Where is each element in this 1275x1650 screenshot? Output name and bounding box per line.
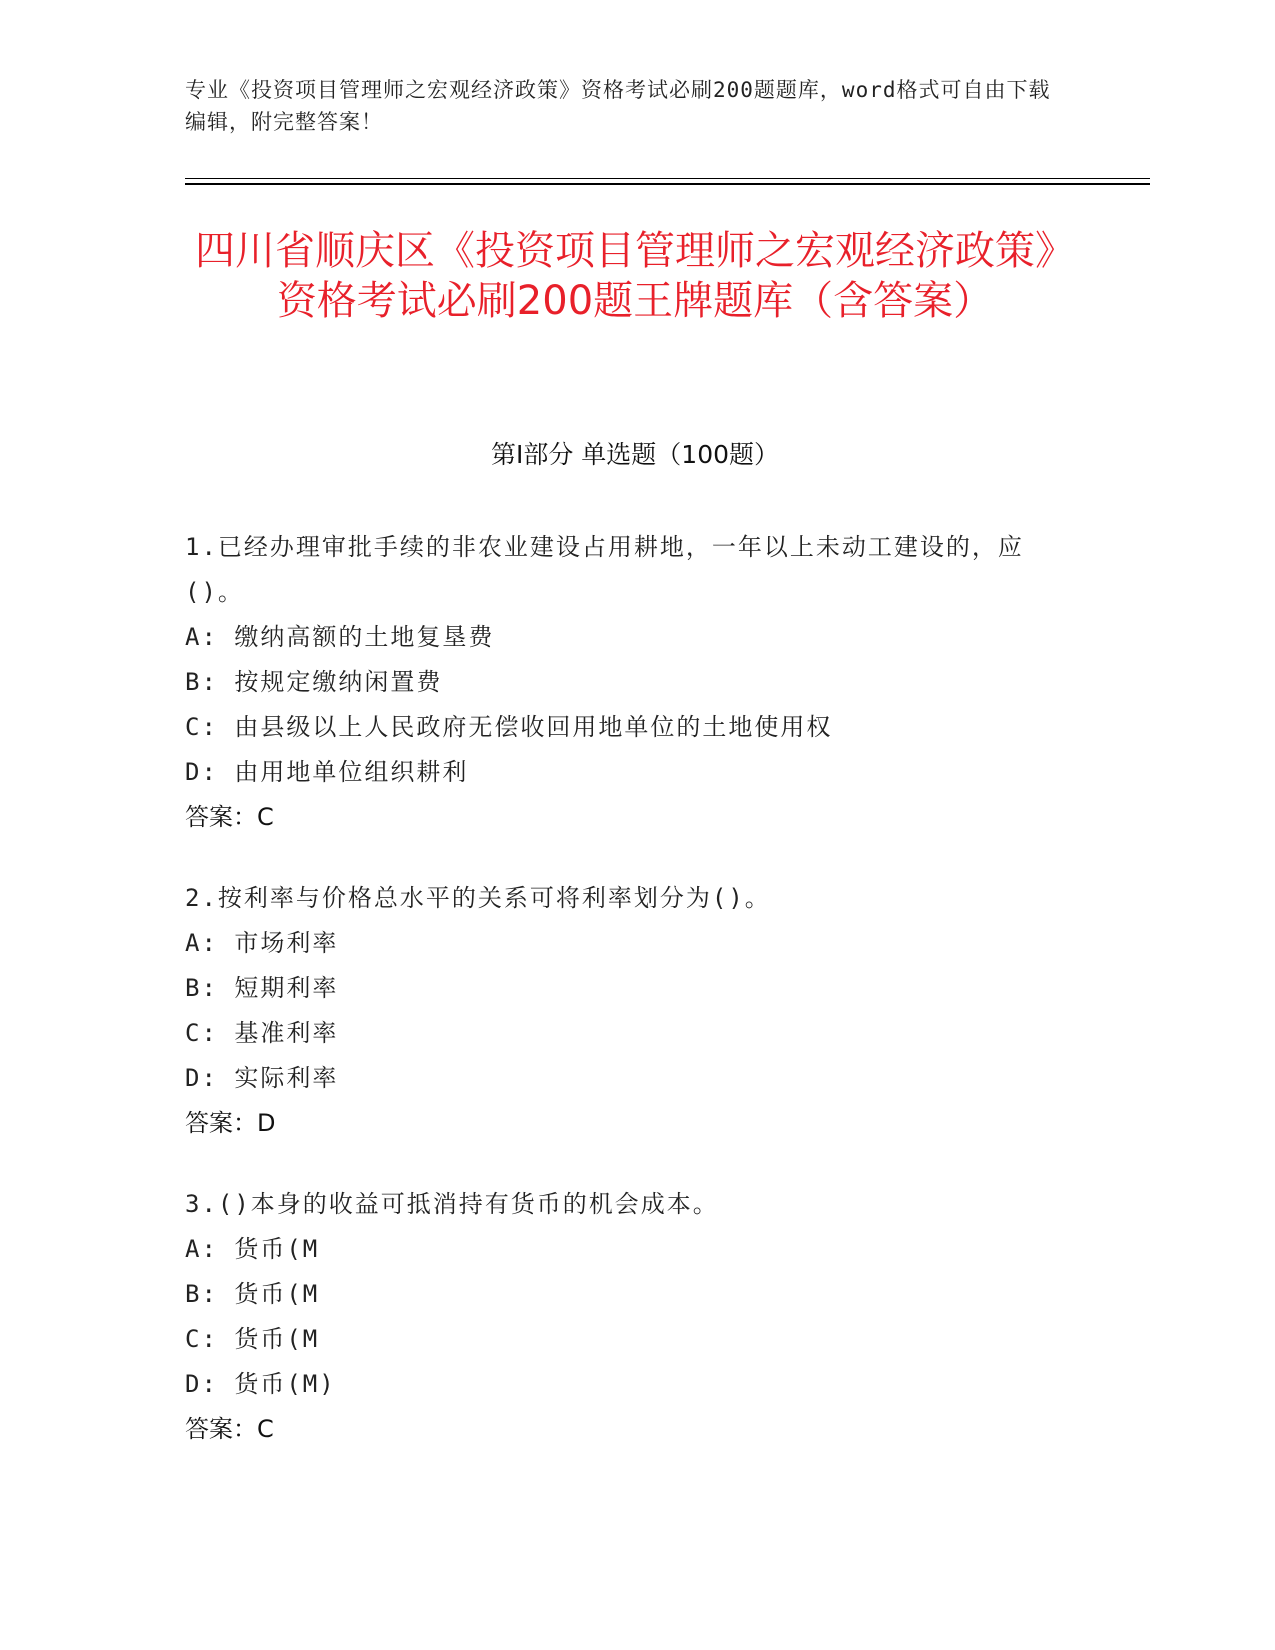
question-1 [185,525,1065,840]
option-d: D: 货币(M) [185,1370,336,1398]
header-divider [185,178,1150,185]
option-d: D: 由用地单位组织耕利 [185,758,469,786]
answer-line: 答案：D [185,1109,276,1137]
question-3 [185,1182,1065,1452]
question-list [185,525,1065,1488]
option-c: C: 基准利率 [185,1019,339,1047]
option-a: A: 缴纳高额的土地复垦费 [185,623,495,651]
option-a: A: 市场利率 [185,929,339,957]
option-c: C: 货币(M [185,1325,320,1353]
document-title: 四川省顺庆区《投资项目管理师之宏观经济政策》资格考试必刷200题王牌题库（含答案） [195,228,1075,324]
section-title: 第Ⅰ部分 单选题（100题） [490,440,780,469]
question-stem: 1.已经办理审批手续的非农业建设占用耕地，一年以上未动工建设的，应()。 [185,533,1024,606]
option-b: B: 按规定缴纳闲置费 [185,668,443,696]
option-c: C: 由县级以上人民政府无偿收回用地单位的土地使用权 [185,713,833,741]
question-stem: 2.按利率与价格总水平的关系可将利率划分为()。 [185,884,771,912]
option-b: B: 货币(M [185,1280,320,1308]
answer-line: 答案：C [185,803,274,831]
option-b: B: 短期利率 [185,974,339,1002]
question-2 [185,876,1065,1146]
question-stem: 3.()本身的收益可抵消持有货币的机会成本。 [185,1190,719,1218]
header-note: 专业《投资项目管理师之宏观经济政策》资格考试必刷200题题库，word格式可自由下载编辑，附完整答案！ [185,78,1051,134]
answer-line: 答案：C [185,1415,274,1443]
option-d: D: 实际利率 [185,1064,339,1092]
option-a: A: 货币(M [185,1235,320,1263]
